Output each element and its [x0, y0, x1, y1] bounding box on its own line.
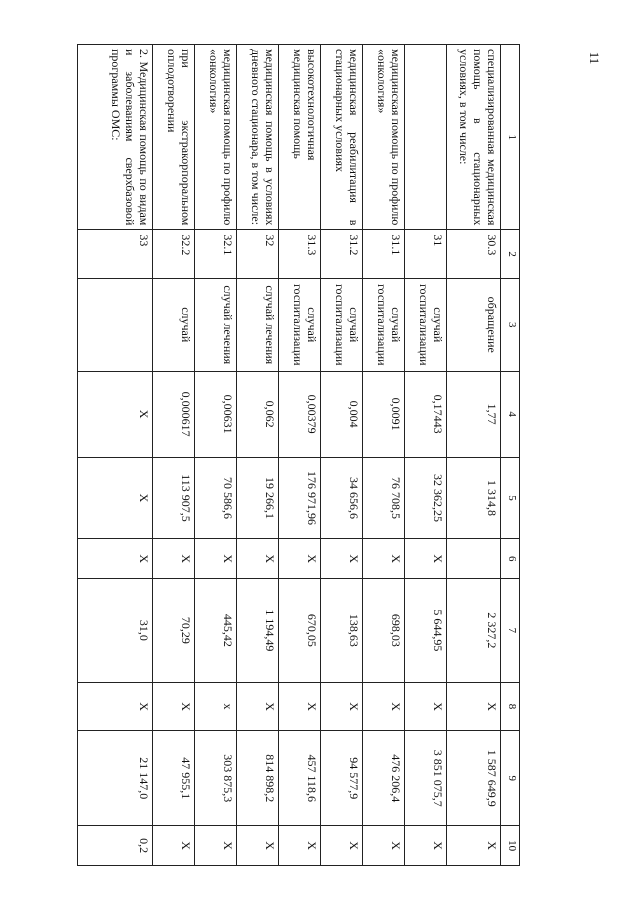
cell-c9: 21 147,0 [78, 731, 153, 826]
header-cell: 5 [501, 457, 520, 539]
cell-c5: 1 314,8 [447, 457, 501, 539]
cell-c8: Х [153, 682, 195, 731]
cell-c3: случай [153, 278, 195, 371]
cell-c3: случай лечения [237, 278, 279, 371]
cell-c5: 32 362,25 [405, 457, 447, 539]
table-row [279, 45, 321, 866]
cell-c3 [78, 278, 153, 371]
cell-c9: 303 875,3 [195, 731, 237, 826]
cell-c6: Х [363, 539, 405, 579]
cell-c3: случай госпитализации [279, 278, 321, 371]
cell-c8: Х [78, 682, 153, 731]
table-row [195, 45, 237, 866]
cell-c2: 31.1 [363, 230, 405, 279]
cell-c3: случай госпитализации [321, 278, 363, 371]
cell-c4: 0,00631 [195, 371, 237, 457]
cell-c1: высокотехнологичная медицинская помощь [279, 45, 321, 230]
cell-c2: 31.3 [279, 230, 321, 279]
cell-c2: 33 [78, 230, 153, 279]
cell-c9: 3 851 075,7 [405, 731, 447, 826]
cell-c2: 32.2 [153, 230, 195, 279]
cell-c10: 0,2 [78, 826, 153, 866]
cell-c3: случай госпитализации [405, 278, 447, 371]
cell-c4: 1,77 [447, 371, 501, 457]
cell-c8: Х [321, 682, 363, 731]
cell-c7: 31,0 [78, 579, 153, 683]
cell-c6: Х [405, 539, 447, 579]
cell-c7: 1 194,49 [237, 579, 279, 683]
cell-c10: Х [237, 826, 279, 866]
table-row [78, 45, 153, 866]
table-row [237, 45, 279, 866]
cell-c8: Х [279, 682, 321, 731]
cell-c5: 19 266,1 [237, 457, 279, 539]
cell-c4: 0,00379 [279, 371, 321, 457]
page-number: 11 [587, 51, 602, 65]
cell-c8: Х [237, 682, 279, 731]
cell-c7: 138,63 [321, 579, 363, 683]
cell-c9: 1 587 649,9 [447, 731, 501, 826]
rotated-table-wrapper [88, 44, 520, 866]
cell-c4: Х [78, 371, 153, 457]
cell-c10: Х [279, 826, 321, 866]
cell-c5: 34 656,6 [321, 457, 363, 539]
cell-c1: при экстракорпоральном оплодотворении [153, 45, 195, 230]
cell-c1 [405, 45, 447, 230]
header-cell: 4 [501, 371, 520, 457]
cell-c10: Х [363, 826, 405, 866]
cell-c7: 5 644,95 [405, 579, 447, 683]
cell-c5: 70 586,6 [195, 457, 237, 539]
table-row [447, 45, 501, 866]
cell-c6: Х [237, 539, 279, 579]
cell-c9: 457 118,6 [279, 731, 321, 826]
cell-c6: Х [195, 539, 237, 579]
cell-c10: Х [405, 826, 447, 866]
cell-c2: 30.3 [447, 230, 501, 279]
cell-c9: 47 955,1 [153, 731, 195, 826]
cell-c4: 0,0091 [363, 371, 405, 457]
table-row [153, 45, 195, 866]
header-cell: 6 [501, 539, 520, 579]
table-row [321, 45, 363, 866]
cell-c8: Х [447, 682, 501, 731]
cell-c9: 94 577,9 [321, 731, 363, 826]
column-number-header [501, 45, 520, 866]
cell-c10: Х [447, 826, 501, 866]
cell-c1: 2. Медицинская помощь по видам и заболеваниям сверхбазовой программы ОМС: [78, 45, 153, 230]
cell-c7: 670,05 [279, 579, 321, 683]
cell-c4: 0,062 [237, 371, 279, 457]
cell-c10: Х [195, 826, 237, 866]
header-cell: 8 [501, 682, 520, 731]
cell-c5: 76 708,5 [363, 457, 405, 539]
cell-c5: 113 907,5 [153, 457, 195, 539]
cell-c7: 2 327,2 [447, 579, 501, 683]
cell-c2: 31 [405, 230, 447, 279]
cell-c3: случай лечения [195, 278, 237, 371]
table-row [405, 45, 447, 866]
table-row [363, 45, 405, 866]
cell-c1: специализированная медицинская помощь в стационарных условиях, в том числе: [447, 45, 501, 230]
cell-c5: 176 971,96 [279, 457, 321, 539]
header-cell: 9 [501, 731, 520, 826]
cell-c2: 32 [237, 230, 279, 279]
cell-c6: Х [78, 539, 153, 579]
cell-c8: х [195, 682, 237, 731]
cell-c9: 814 898,2 [237, 731, 279, 826]
cell-c6: Х [321, 539, 363, 579]
cell-c6: Х [153, 539, 195, 579]
cell-c1: медицинская помощь по профилю «онкология» [195, 45, 237, 230]
cell-c9: 476 206,4 [363, 731, 405, 826]
cell-c6 [447, 539, 501, 579]
cell-c7: 445,42 [195, 579, 237, 683]
cell-c10: Х [321, 826, 363, 866]
cell-c2: 32.1 [195, 230, 237, 279]
cell-c1: медицинская помощь в условиях дневного стационара, в том числе: [237, 45, 279, 230]
cell-c10: Х [153, 826, 195, 866]
header-cell: 1 [501, 45, 520, 230]
cell-c8: Х [363, 682, 405, 731]
cell-c2: 31.2 [321, 230, 363, 279]
cell-c3: обращение [447, 278, 501, 371]
header-cell: 7 [501, 579, 520, 683]
cell-c4: 0,004 [321, 371, 363, 457]
cell-c1: медицинская помощь по профилю «онкология» [363, 45, 405, 230]
cell-c7: 698,03 [363, 579, 405, 683]
cell-c6: Х [279, 539, 321, 579]
cell-c3: случай госпитализации [363, 278, 405, 371]
cell-c1: медицинская реабилитация в стационарных условиях [321, 45, 363, 230]
header-cell: 2 [501, 230, 520, 279]
data-table [77, 44, 520, 866]
cell-c4: 0,000617 [153, 371, 195, 457]
header-cell: 3 [501, 278, 520, 371]
cell-c7: 70,29 [153, 579, 195, 683]
cell-c4: 0,17443 [405, 371, 447, 457]
header-cell: 10 [501, 826, 520, 866]
cell-c5: Х [78, 457, 153, 539]
cell-c8: Х [405, 682, 447, 731]
